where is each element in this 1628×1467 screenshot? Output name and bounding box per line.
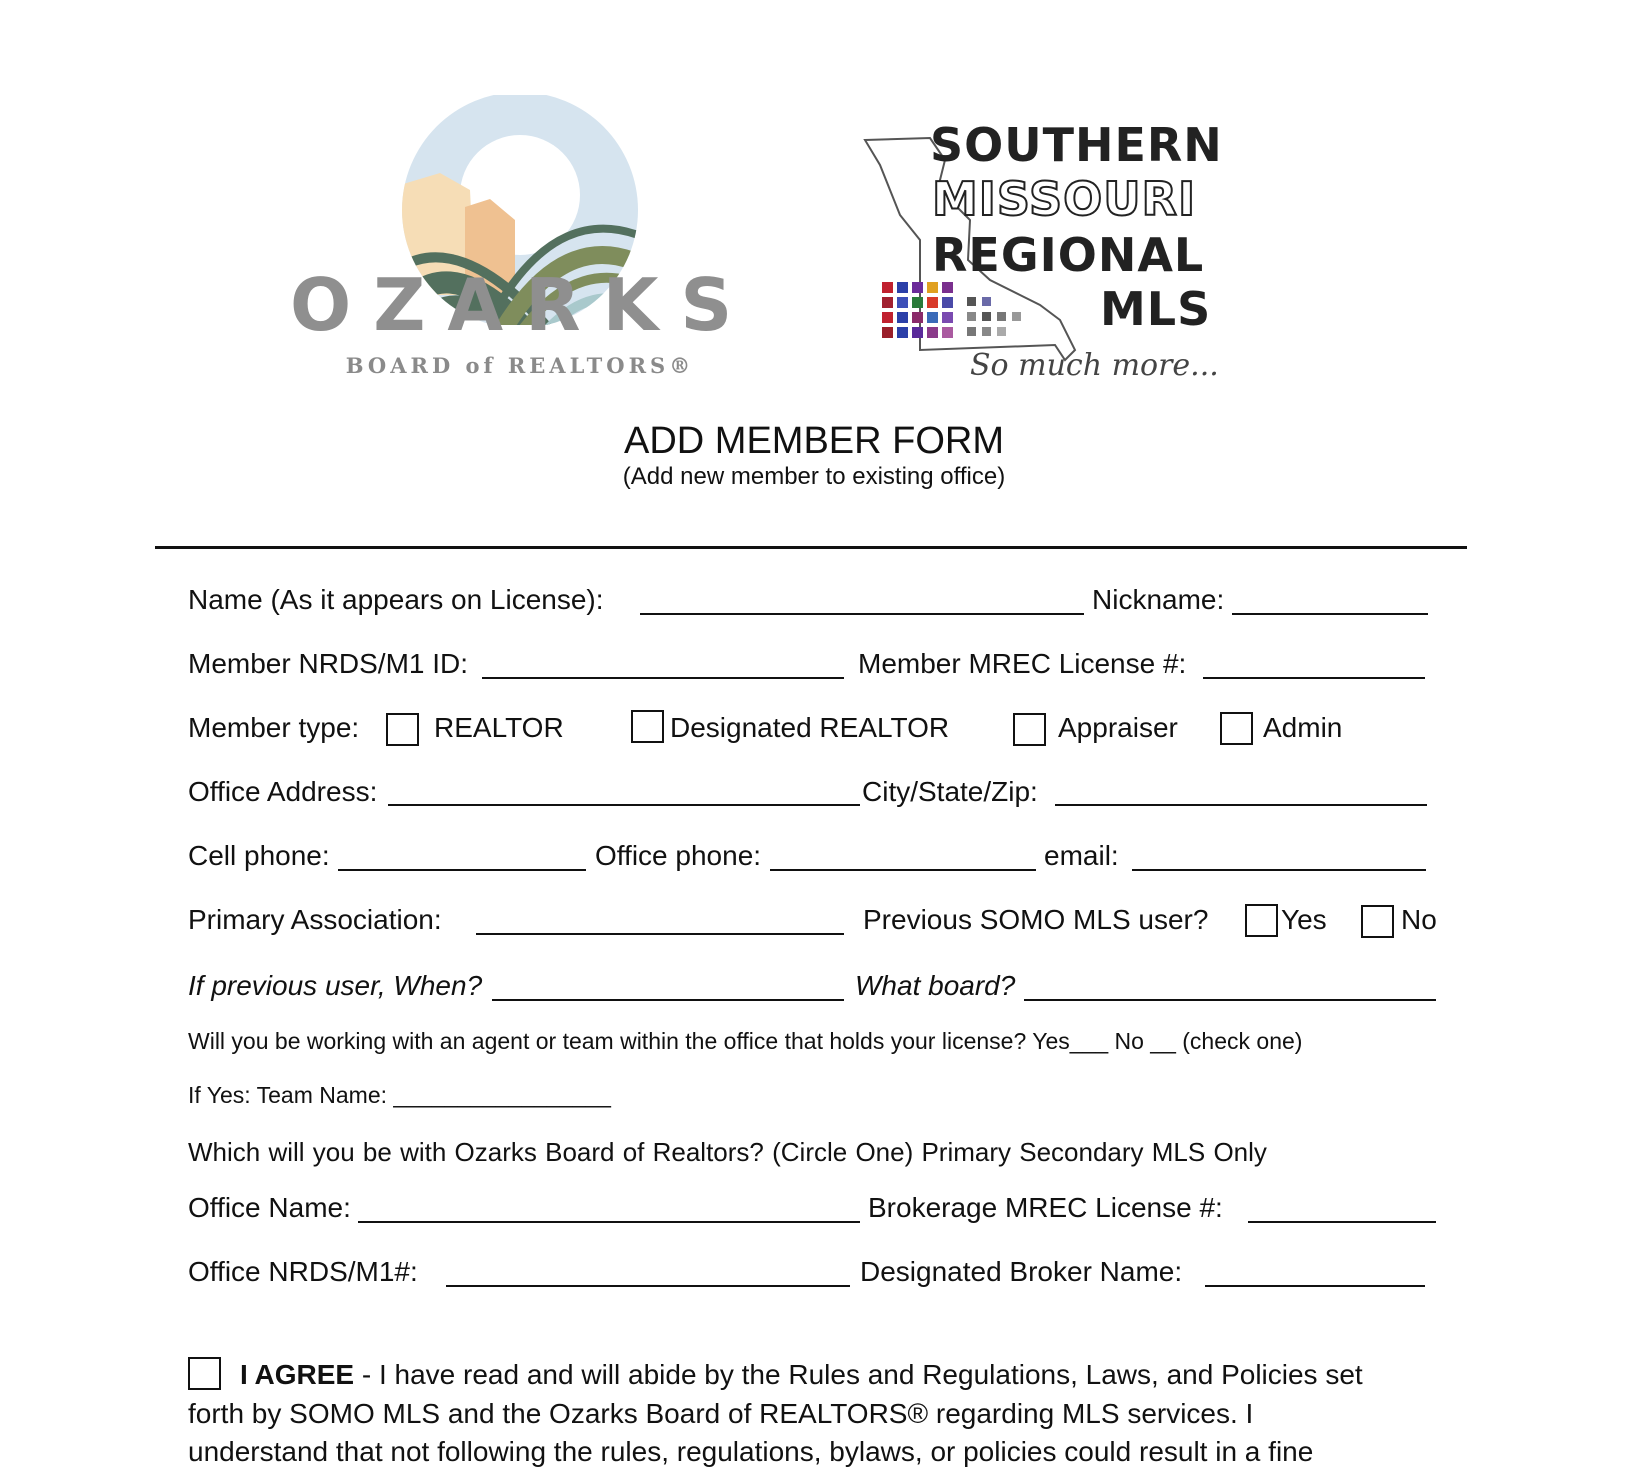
office-nrds-label: Office NRDS/M1#: (188, 1256, 418, 1287)
ozarks-wordmark: OZARKS (290, 263, 755, 347)
what-board-field[interactable] (1024, 999, 1436, 1001)
member-type-label: Member type: (188, 712, 360, 743)
somo-line-2: MISSOURI (932, 172, 1197, 226)
designated-realtor-option: Designated REALTOR (670, 712, 950, 743)
ozarks-logo (290, 95, 755, 395)
what-board-label: What board? (855, 970, 1016, 1001)
admin-option: Admin (1263, 712, 1343, 743)
broker-name-label: Designated Broker Name: (860, 1256, 1183, 1287)
office-nrds-field[interactable] (446, 1285, 850, 1287)
realtor-checkbox[interactable] (386, 713, 419, 746)
agree-checkbox[interactable] (188, 1357, 221, 1390)
agree-bold: I AGREE (240, 1359, 355, 1390)
nickname-field[interactable] (1232, 613, 1428, 615)
form-subtitle: (Add new member to existing office) (622, 463, 1006, 490)
realtor-option: REALTOR (434, 712, 564, 743)
office-name-field[interactable] (358, 1221, 860, 1223)
agree-text-1: - I have read and will abide by the Rules and Regulations, Laws, and Policies set (354, 1359, 1363, 1390)
previous-user-label: Previous SOMO MLS user? (863, 904, 1209, 935)
cell-phone-label: Cell phone: (188, 840, 330, 871)
previous-user-no-checkbox[interactable] (1361, 905, 1394, 938)
somo-mls-logo (860, 110, 1223, 400)
form-title: ADD MEMBER FORM (624, 420, 1004, 462)
broker-name-field[interactable] (1205, 1285, 1425, 1287)
mrec-label: Member MREC License #: (858, 648, 1187, 679)
previous-user-yes-checkbox[interactable] (1245, 904, 1278, 937)
email-field[interactable] (1132, 869, 1426, 871)
previous-user-no-label: No (1401, 904, 1437, 935)
team-name-label: If Yes: Team Name: _________________ (188, 1082, 611, 1108)
if-previous-label: If previous user, When? (188, 970, 483, 1001)
office-phone-field[interactable] (770, 869, 1036, 871)
cell-phone-field[interactable] (338, 869, 586, 871)
somo-line-4: MLS (1100, 282, 1212, 336)
admin-checkbox[interactable] (1220, 712, 1253, 745)
agree-line-2: forth by SOMO MLS and the Ozarks Board of REALTORS® regarding MLS services. I (188, 1398, 1254, 1429)
office-name-label: Office Name: (188, 1192, 351, 1223)
mrec-field[interactable] (1203, 677, 1425, 679)
brokerage-label: Brokerage MREC License #: (868, 1192, 1223, 1223)
primary-association-label: Primary Association: (188, 904, 442, 935)
somo-tagline: So much more... (970, 348, 1219, 383)
appraiser-checkbox[interactable] (1013, 713, 1046, 746)
somo-line-3: REGIONAL (932, 228, 1205, 282)
header-divider (155, 546, 1467, 549)
primary-association-field[interactable] (476, 933, 844, 935)
nickname-label: Nickname: (1092, 584, 1225, 615)
name-label: Name (As it appears on License): (188, 584, 604, 615)
brokerage-field[interactable] (1248, 1221, 1436, 1223)
office-address-field[interactable] (388, 804, 860, 806)
email-label: email: (1044, 840, 1119, 871)
designated-realtor-checkbox[interactable] (631, 710, 664, 743)
city-state-zip-field[interactable] (1055, 804, 1427, 806)
office-phone-label: Office phone: (595, 840, 762, 871)
nrds-label: Member NRDS/M1 ID: (188, 648, 469, 679)
if-previous-when-field[interactable] (492, 999, 844, 1001)
appraiser-option: Appraiser (1058, 712, 1178, 743)
somo-line-1: SOUTHERN (930, 118, 1223, 172)
city-state-zip-label: City/State/Zip: (862, 776, 1038, 807)
which-board-question: Which will you be with Ozarks Board of Realtors? (Circle One) Primary Secondary MLS Only (188, 1137, 1267, 1167)
ozarks-subtitle: BOARD of REALTORS® (345, 353, 695, 378)
nrds-field[interactable] (482, 677, 844, 679)
agree-line-1 (240, 1361, 1363, 1389)
name-field[interactable] (640, 613, 1084, 615)
previous-user-yes-label: Yes (1281, 904, 1327, 935)
color-grid-icon (882, 282, 1042, 348)
team-question: Will you be working with an agent or team within the office that holds your license? Yes___ No __ (check one) (188, 1028, 1303, 1054)
office-address-label: Office Address: (188, 776, 378, 807)
agree-line-3: understand that not following the rules, regulations, bylaws, or policies could result in a fine (188, 1436, 1314, 1467)
